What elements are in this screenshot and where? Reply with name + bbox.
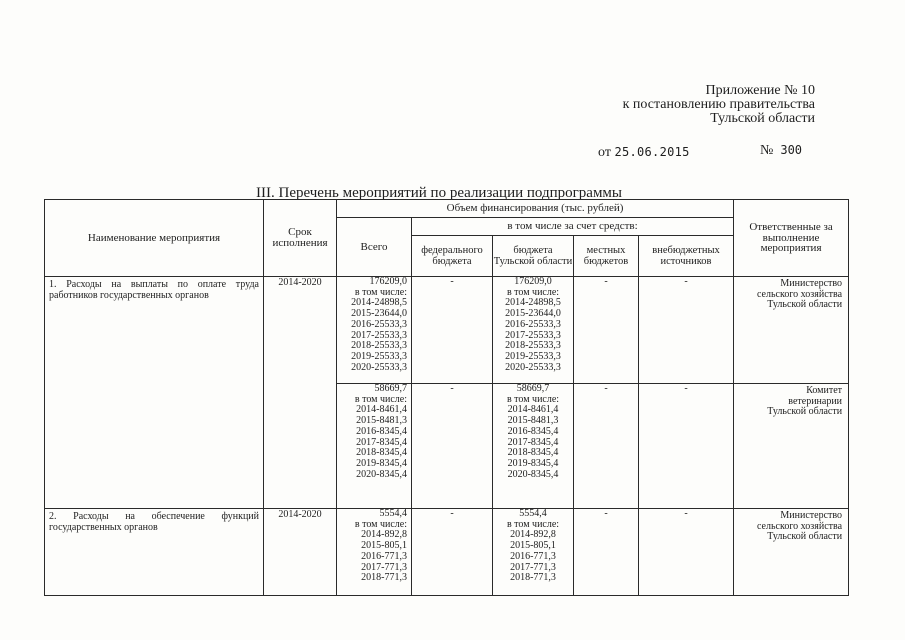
activity-name: 2. Расходы на обеспечение функций государственных органов: [45, 509, 264, 596]
table-row: [45, 509, 849, 596]
activity-term: 2014-2020: [264, 277, 337, 509]
activity-term: 2014-2020: [264, 509, 337, 596]
regional-amounts: 176209,0 в том числе: 2014-24898,5 2015-23644,0 2016-25533,3 2017-25533,3 2018-25533,3 2019-25533,3 2020-25533,3: [493, 277, 574, 384]
total-amounts: 58669,7 в том числе: 2014-8461,4 2015-8481,3 2016-8345,4 2017-8345,4 2018-8345,4 2019-8345,4 2020-8345,4: [337, 384, 412, 509]
col-federal: федерального бюджета: [412, 236, 493, 277]
total-amounts: 5554,4 в том числе: 2014-892,8 2015-805,1 2016-771,3 2017-771,3 2018-771,3: [337, 509, 412, 596]
regional-amounts: 58669,7 в том числе: 2014-8461,4 2015-8481,3 2016-8345,4 2017-8345,4 2018-8345,4 2019-8345,4 2020-8345,4: [493, 384, 574, 509]
responsible-body: Комитет ветеринарии Тульской области: [734, 384, 849, 509]
date-prefix: от: [598, 145, 611, 160]
extra-amount: -: [639, 509, 734, 596]
extra-amount: -: [639, 384, 734, 509]
local-amount: -: [574, 384, 639, 509]
section-title: III. Перечень мероприятий по реализации подпрограммы: [256, 185, 623, 201]
col-local: местных бюджетов: [574, 236, 639, 277]
federal-amount: -: [412, 384, 493, 509]
federal-amount: -: [412, 509, 493, 596]
total-amounts: 176209,0 в том числе: 2014-24898,5 2015-23644,0 2016-25533,3 2017-25533,3 2018-25533,3 2019-25533,3 2020-25533,3: [337, 277, 412, 384]
local-amount: -: [574, 509, 639, 596]
regional-amounts: 5554,4 в том числе: 2014-892,8 2015-805,1 2016-771,3 2017-771,3 2018-771,3: [493, 509, 574, 596]
responsible-body: Министерство сельского хозяйства Тульской области: [734, 277, 849, 384]
col-name: Наименование мероприятия: [45, 200, 264, 277]
col-funding: Объем финансирования (тыс. рублей): [337, 200, 734, 218]
federal-amount: -: [412, 277, 493, 384]
appendix-line-2: к постановлению правительства: [622, 97, 815, 112]
local-amount: -: [574, 277, 639, 384]
appendix-header: [595, 84, 815, 126]
resolution-number: [760, 143, 802, 159]
number-prefix: №: [760, 143, 774, 158]
activities-table: [44, 199, 849, 596]
resolution-date: [598, 145, 690, 161]
activity-name: 1. Расходы на выплаты по оплате труда работников государственных органов: [45, 277, 264, 509]
col-total: Всего: [337, 218, 412, 277]
date-value: 25.06.2015: [614, 145, 690, 159]
table-row: [45, 277, 849, 384]
appendix-title: Приложение № 10: [705, 83, 815, 98]
col-responsible: Ответственные за выполнение мероприятия: [734, 200, 849, 277]
appendix-line-3: Тульской области: [710, 111, 815, 126]
col-extra: внебюджетных источников: [639, 236, 734, 277]
extra-amount: -: [639, 277, 734, 384]
col-regional: бюджета Тульской области: [493, 236, 574, 277]
responsible-body: Министерство сельского хозяйства Тульской области: [734, 509, 849, 596]
number-value: 300: [780, 143, 803, 157]
col-term: Срок исполнения: [264, 200, 337, 277]
col-including: в том числе за счет средств:: [412, 218, 734, 236]
